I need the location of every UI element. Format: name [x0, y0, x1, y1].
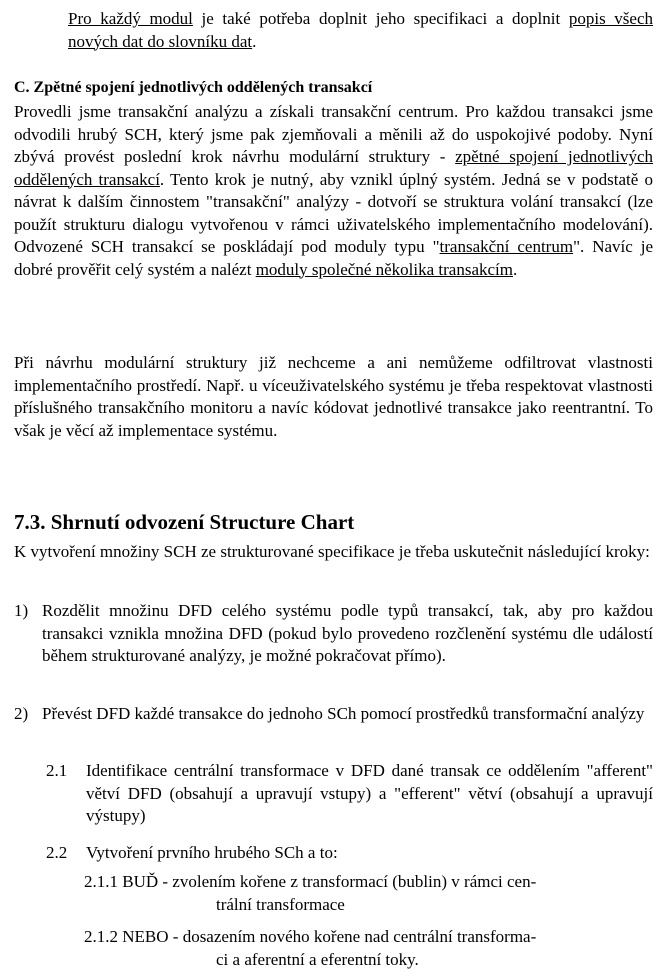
underlined-phrase: zpětné spojení jednotlivých oddělených transakcí: [14, 147, 653, 189]
list-item-number: 1): [14, 601, 29, 620]
subsub-list-item: [84, 926, 653, 971]
section-c-paragraph-2: Při návrhu modulární struktury již nechceme a ani nemůžeme odfiltrovat vlastnosti implementačního prostředí. Např. u víceuživatelského systému je třeba respektovat vlastnosti příslušného transakčního monitoru a navíc kódovat jednotlivé transakce jako reentrantní. To však je věcí až implementace systému.: [14, 353, 653, 440]
subsub-list-item: [84, 871, 653, 916]
list-item: [14, 600, 653, 668]
subsub-line-2: trální transformace: [216, 894, 345, 914]
subsub-line-1: 2.1.1 BUĎ - zvolením kořene z transformací (bublin) v rámci cen-: [84, 872, 537, 891]
sub-list-item-number: 2.1: [46, 761, 68, 780]
sub-list-item: [46, 760, 653, 828]
text-run: .: [252, 31, 257, 51]
subsub-line-1: 2.1.2 NEBO - dosazením nového kořene nad centrální transforma-: [84, 927, 537, 946]
underlined-phrase: Pro každý modul: [68, 9, 193, 28]
section-73-intro: K vytvoření množiny SCH ze strukturované specifikace je třeba uskutečnit následující kroky:: [14, 542, 650, 561]
list-item-text: Rozdělit množinu DFD celého systému podle typů transakcí, tak, aby pro každou transakci vznikla množina DFD (pokud bylo provedeno rozčlenění systému dle událostí během strukturované analýzy, je možné pokračovat přímo).: [42, 601, 653, 665]
underlined-phrase: moduly společné několika transakcím: [255, 259, 513, 279]
underlined-phrase: transakční centrum: [439, 237, 574, 256]
sub-list-item-text: Identifikace centrální transformace v DFD dané transak ce oddělením "afferent" větví DFD (obsahují a upravují vstupy) a "efferent" větví (obsahují a upravují výstupy): [86, 761, 653, 825]
text-run: je také potřeba doplnit jeho specifikaci a doplnit: [192, 9, 569, 28]
text-run: . Tento krok je nutný, aby vznikl úplný systém. Jedná se v podstatě o návrat k dalším činnostem "transakční" analýzy - dotvoří se struktura volání transakcí (lze použít strukturu dialogu vytvořenou v rámci uživatelského implementačního modelování). Odvozené SCH transakcí se poskládají pod moduly typu ": [14, 169, 653, 256]
section-c-paragraph-1: [14, 101, 653, 281]
intro-paragraph: [68, 8, 653, 53]
text-run: ". Navíc je dobré prověřit celý systém a nalézt: [14, 237, 653, 279]
sub-list-item-text: Vytvoření prvního hrubého SCh a to:: [86, 843, 338, 862]
list-item-number: 2): [14, 704, 29, 723]
text-run: .: [512, 259, 518, 279]
text-run: Provedli jsme transakční analýzu a získali transakční centrum. Pro každou transakci jsme odvodili hrubý SCH, který jsme pak zjemňovali a měnili až do uspokojivé podoby. Nyní zbývá provést poslední krok návrhu modulární struktury -: [14, 102, 653, 166]
underlined-phrase: popis všech nových dat do slovníku dat: [68, 9, 654, 51]
section-73-heading: 7.3. Shrnutí odvození Structure Chart: [14, 510, 355, 534]
list-item-text: Převést DFD každé transakce do jednoho SCh pomocí prostředků transformační analýzy: [42, 704, 645, 723]
section-c-title: C. Zpětné spojení jednotlivých oddělených transakcí: [14, 79, 373, 96]
list-item: [14, 703, 653, 726]
sub-list-item-number: 2.2: [46, 843, 68, 862]
subsub-line-2: ci a aferentní a eferentní toky.: [216, 949, 419, 969]
sub-list-item: [46, 842, 653, 865]
